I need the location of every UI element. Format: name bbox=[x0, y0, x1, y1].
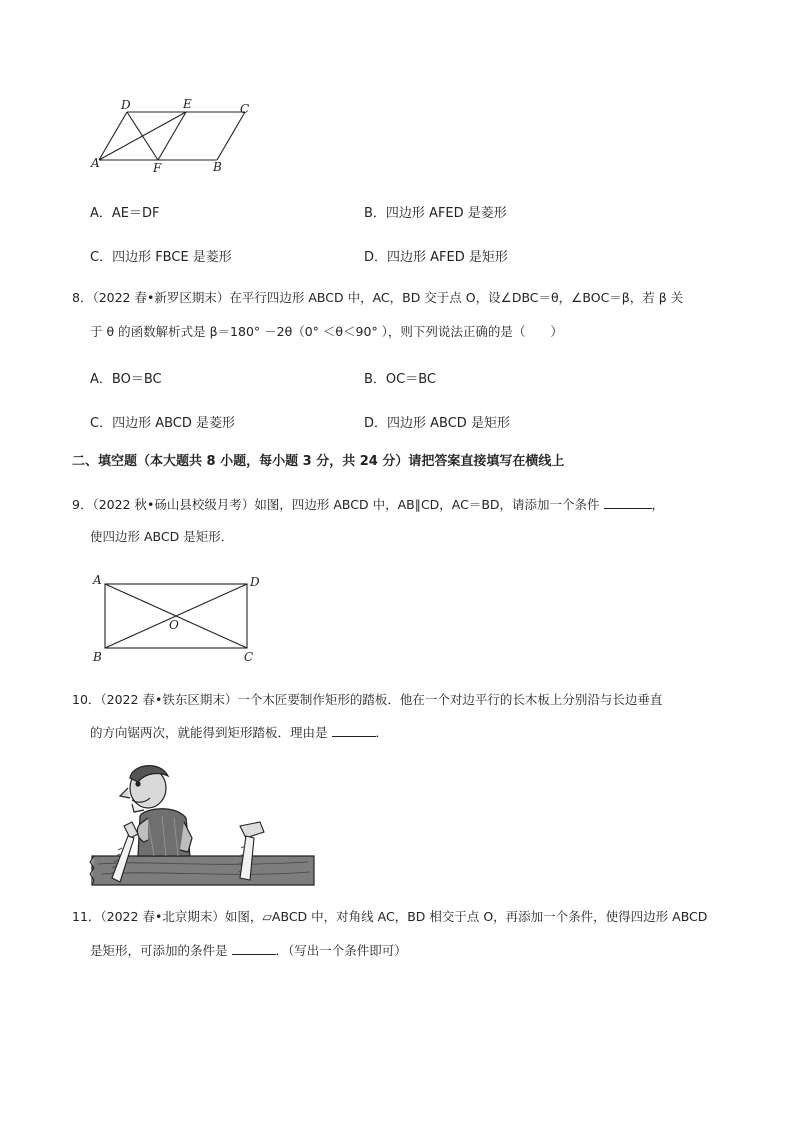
q10-line2-end: ． bbox=[375, 725, 389, 740]
fig9-label-o: O bbox=[169, 618, 179, 632]
q11-text-line1: 11．（2022 春•北京期末）如图，▱ABCD 中，对角线 AC，BD 相交于点 O，再添加一个条件，使得四边形 ABCD bbox=[72, 909, 708, 924]
fig7-label-a: A bbox=[91, 156, 100, 170]
q11-text-line2 bbox=[90, 942, 407, 960]
q8-option-d: D．四边形 ABCD 是矩形 bbox=[364, 416, 510, 431]
q8-option-b: B．OC＝BC bbox=[364, 372, 436, 387]
q11-line2-text: 是矩形，可添加的条件是 bbox=[90, 943, 228, 958]
rectangle-figure-q9 bbox=[100, 580, 260, 652]
q8-option-a: A．BO＝BC bbox=[90, 372, 162, 387]
q9-text-line1 bbox=[72, 496, 664, 514]
fig7-label-c: C bbox=[240, 102, 250, 116]
q9-line1-end: ， bbox=[651, 497, 665, 512]
q9-line1-text: 9．（2022 秋•砀山县校级月考）如图，四边形 ABCD 中，AB∥CD，AC＝BD，请添加一个条件 bbox=[72, 497, 600, 512]
q10-line2-text: 的方向锯两次，就能得到矩形踏板．理由是 bbox=[90, 725, 328, 740]
q8-text-line1: 8．（2022 春•新罗区期末）在平行四边形 ABCD 中，AC，BD 交于点 O，设∠DBC＝θ，∠BOC＝β，若 β 关 bbox=[72, 290, 684, 305]
fig9-label-b: B bbox=[93, 650, 102, 664]
fig9-label-d: D bbox=[250, 575, 260, 589]
q7-option-d: D．四边形 AFED 是矩形 bbox=[364, 250, 508, 265]
q7-option-b: B．四边形 AFED 是菱形 bbox=[364, 206, 507, 221]
section-heading: 二、填空题（本大题共 8 小题，每小题 3 分，共 24 分）请把答案直接填写在横线上 bbox=[72, 454, 565, 469]
q8-text-line2: 于 θ 的函数解析式是 β＝180° －2θ（0° ＜θ＜90° ），则下列说法正确的是（ ） bbox=[90, 324, 563, 339]
q9-answer-blank[interactable] bbox=[604, 496, 652, 509]
q9-text-line2: 使四边形 ABCD 是矩形． bbox=[90, 529, 234, 544]
fig9-label-a: A bbox=[93, 573, 102, 587]
q10-text-line2 bbox=[90, 724, 388, 742]
q10-answer-blank[interactable] bbox=[332, 724, 376, 737]
fig7-label-f: F bbox=[153, 161, 162, 175]
q10-text-line1: 10．（2022 春•铁东区期末）一个木匠要制作矩形的踏板．他在一个对边平行的长木板上分别沿与长边垂直 bbox=[72, 692, 663, 707]
fig7-label-e: E bbox=[183, 97, 192, 111]
q11-line2-end: ．（写出一个条件即可） bbox=[275, 943, 407, 958]
fig7-label-d: D bbox=[121, 98, 131, 112]
q8-option-c: C．四边形 ABCD 是菱形 bbox=[90, 416, 236, 431]
q7-option-c: C．四边形 FBCE 是菱形 bbox=[90, 250, 232, 265]
fig9-label-c: C bbox=[244, 650, 254, 664]
fig7-label-b: B bbox=[213, 160, 222, 174]
carpenter-sawing-illustration bbox=[88, 758, 318, 888]
q11-answer-blank[interactable] bbox=[232, 942, 276, 955]
q7-option-a: A．AE＝DF bbox=[90, 206, 160, 221]
